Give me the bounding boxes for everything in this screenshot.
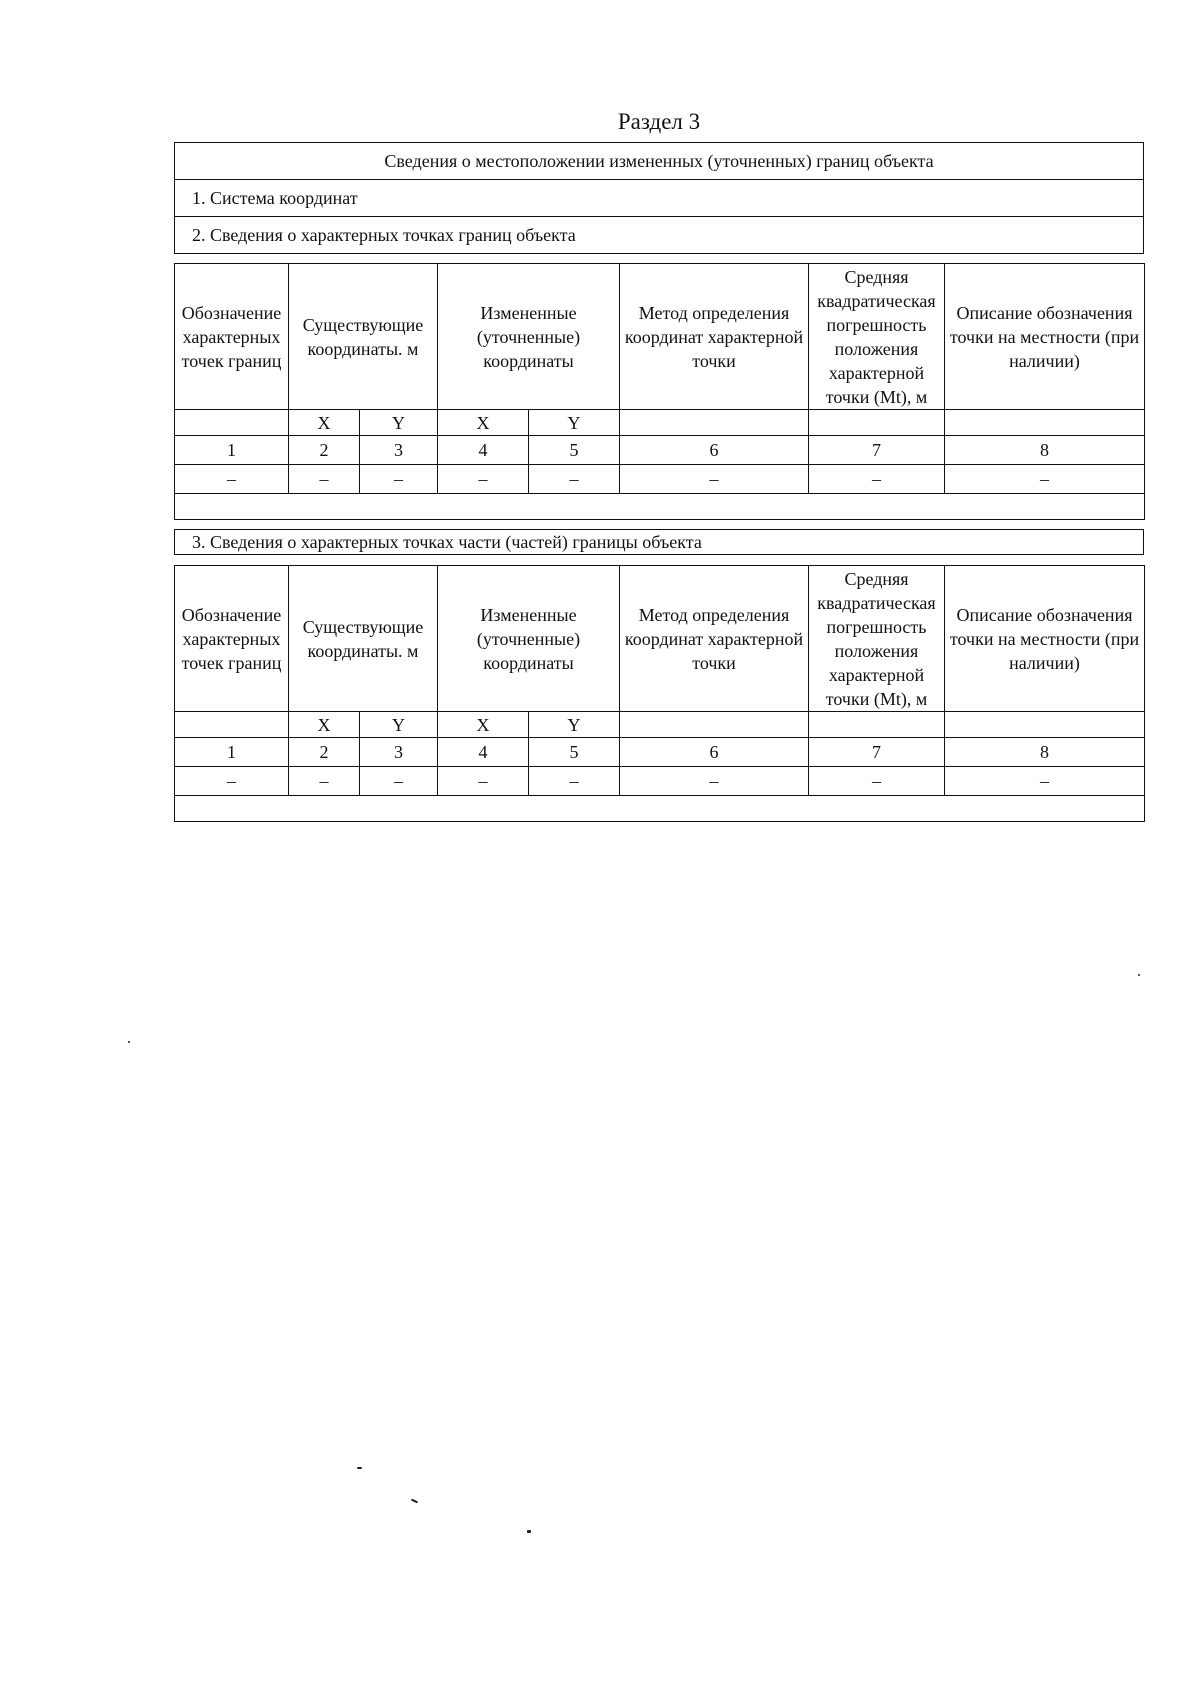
- coordinate-system-label: 1. Система координат: [175, 180, 1144, 217]
- empty-cell: [175, 494, 1145, 520]
- header-text-line: координаты: [483, 350, 574, 371]
- column-number: 5: [529, 738, 620, 767]
- axis-label-row: [175, 410, 1145, 436]
- scan-speck: [527, 1530, 531, 1533]
- column-number-row: [175, 436, 1145, 465]
- empty-cell: [620, 410, 809, 436]
- header-text-line: точки на местности (при: [949, 326, 1140, 347]
- header-existing-coordinates: [289, 566, 438, 712]
- table-cell: –: [175, 465, 289, 494]
- table-cell: –: [809, 767, 945, 796]
- header-text-line: характерных: [182, 628, 281, 649]
- boundary-points-table: [174, 263, 1145, 520]
- header-text-line: Средняя: [844, 266, 909, 287]
- table-cell: –: [360, 767, 438, 796]
- header-text-line: характерных: [182, 326, 281, 347]
- empty-row: [175, 796, 1145, 822]
- header-changed-coordinates: [438, 566, 620, 712]
- header-mean-square-error: [809, 264, 945, 410]
- boundary-points-label-row: [175, 217, 1144, 254]
- column-number: 7: [809, 738, 945, 767]
- empty-cell: [175, 410, 289, 436]
- axis-label-x: X: [289, 410, 360, 436]
- column-number-row: [175, 738, 1145, 767]
- header-text-line: наличии): [1009, 652, 1080, 673]
- header-text-line: квадратическая: [817, 592, 936, 613]
- header-text-line: погрешность: [826, 314, 927, 335]
- axis-label-x: X: [289, 712, 360, 738]
- table-cell: –: [529, 465, 620, 494]
- empty-row: [175, 494, 1145, 520]
- table-cell: –: [620, 465, 809, 494]
- header-text-line: Метод определения: [638, 302, 790, 323]
- header-text-line: координаты. м: [307, 338, 419, 359]
- header-text-line: Обозначение: [181, 604, 282, 625]
- header-changed-coordinates: [438, 264, 620, 410]
- axis-label-y: Y: [360, 712, 438, 738]
- header-text-line: характерной: [828, 362, 925, 383]
- header-text-line: точки (Mt), м: [825, 688, 928, 709]
- column-number: 6: [620, 436, 809, 465]
- table-cell: –: [289, 767, 360, 796]
- column-number: 1: [175, 738, 289, 767]
- header-point-designation: [175, 264, 289, 410]
- table-cell: –: [945, 465, 1145, 494]
- header-text-line: наличии): [1009, 350, 1080, 371]
- header-text-line: Обозначение: [181, 302, 282, 323]
- header-text-line: точки (Mt), м: [825, 386, 928, 407]
- header-method: [620, 566, 809, 712]
- axis-label-x: X: [438, 410, 529, 436]
- column-number: 4: [438, 738, 529, 767]
- axis-label-y: Y: [529, 712, 620, 738]
- table-row: [175, 465, 1145, 494]
- table-header-row: [175, 264, 1145, 410]
- table-cell: –: [289, 465, 360, 494]
- header-text-line: Описание обозначения: [956, 604, 1133, 625]
- part-points-table: [174, 565, 1145, 822]
- header-text-line: квадратическая: [817, 290, 936, 311]
- empty-cell: [945, 410, 1145, 436]
- header-text-line: Существующие: [302, 616, 424, 637]
- scan-speck: [1138, 974, 1140, 976]
- header-text-line: Существующие: [302, 314, 424, 335]
- header-text-line: точек границ: [181, 350, 282, 371]
- empty-cell: [809, 712, 945, 738]
- header-text-line: точки: [692, 350, 736, 371]
- header-text-line: координаты. м: [307, 640, 419, 661]
- header-point-designation: [175, 566, 289, 712]
- header-text-line: координаты: [483, 652, 574, 673]
- part-points-label-box: [174, 529, 1144, 555]
- header-text-line: точки: [692, 652, 736, 673]
- header-text-line: Измененные: [480, 302, 577, 323]
- table-cell: –: [529, 767, 620, 796]
- header-text-line: точек границ: [181, 652, 282, 673]
- column-number: 8: [945, 436, 1145, 465]
- column-number: 8: [945, 738, 1145, 767]
- table-cell: –: [438, 465, 529, 494]
- header-text-line: характерной: [828, 664, 925, 685]
- header-text-line: положения: [834, 640, 919, 661]
- column-number: 3: [360, 436, 438, 465]
- empty-cell: [175, 712, 289, 738]
- table-row: [175, 767, 1145, 796]
- column-number: 2: [289, 436, 360, 465]
- header-text-line: Измененные: [480, 604, 577, 625]
- form-heading-row: [175, 143, 1144, 180]
- boundary-points-label: 2. Сведения о характерных точках границ объекта: [175, 217, 1144, 254]
- header-text-line: координат характерной: [624, 628, 804, 649]
- form-header-box: [174, 142, 1144, 254]
- column-number: 4: [438, 436, 529, 465]
- header-existing-coordinates: [289, 264, 438, 410]
- section-title: Раздел 3: [617, 109, 701, 134]
- table-cell: –: [620, 767, 809, 796]
- column-number: 3: [360, 738, 438, 767]
- empty-cell: [809, 410, 945, 436]
- table-header-row: [175, 566, 1145, 712]
- header-text-line: Метод определения: [638, 604, 790, 625]
- coordinate-system-row: [175, 180, 1144, 217]
- table-cell: –: [360, 465, 438, 494]
- table-cell: –: [945, 767, 1145, 796]
- empty-cell: [620, 712, 809, 738]
- header-text-line: положения: [834, 338, 919, 359]
- column-number: 7: [809, 436, 945, 465]
- empty-cell: [175, 796, 1145, 822]
- form-heading: Сведения о местоположении измененных (уточненных) границ объекта: [175, 143, 1144, 180]
- scan-speck: [357, 1467, 362, 1469]
- header-text-line: координат характерной: [624, 326, 804, 347]
- axis-label-x: X: [438, 712, 529, 738]
- column-number: 6: [620, 738, 809, 767]
- axis-label-y: Y: [529, 410, 620, 436]
- column-number: 1: [175, 436, 289, 465]
- column-number: 5: [529, 436, 620, 465]
- header-text-line: Средняя: [844, 568, 909, 589]
- header-text-line: (уточненные): [476, 628, 581, 649]
- empty-cell: [945, 712, 1145, 738]
- header-method: [620, 264, 809, 410]
- header-description: [945, 264, 1145, 410]
- column-number: 2: [289, 738, 360, 767]
- header-text-line: Описание обозначения: [956, 302, 1133, 323]
- part-points-label: 3. Сведения о характерных точках части (частей) границы объекта: [175, 530, 1144, 555]
- axis-label-y: Y: [360, 410, 438, 436]
- header-text-line: (уточненные): [476, 326, 581, 347]
- scan-speck: [128, 1041, 130, 1043]
- axis-label-row: [175, 712, 1145, 738]
- header-text-line: погрешность: [826, 616, 927, 637]
- header-text-line: точки на местности (при: [949, 628, 1140, 649]
- part-points-label-row: [175, 530, 1144, 555]
- table-cell: –: [438, 767, 529, 796]
- table-cell: –: [809, 465, 945, 494]
- header-description: [945, 566, 1145, 712]
- table-cell: –: [175, 767, 289, 796]
- header-mean-square-error: [809, 566, 945, 712]
- scan-speck: [411, 1499, 418, 1504]
